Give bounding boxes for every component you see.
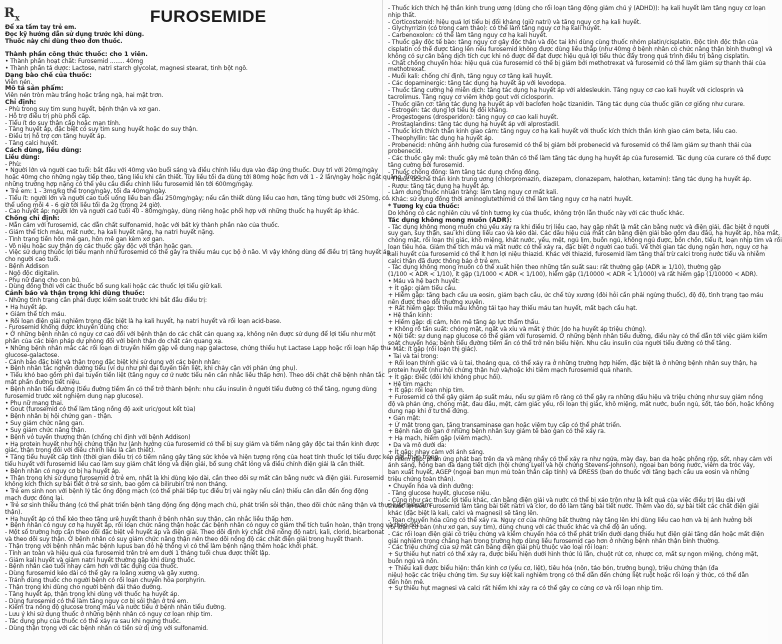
text-line: - Carbenoxolon: có thể làm tăng nguy cơ hạ kali huyết.: [388, 33, 548, 40]
text-line: • Mắt: ít gặp (rối loạn thị giác).: [388, 347, 478, 354]
text-line: • Hạ protein huyết như hội chứng thận hư (ảnh hưởng của furosemid có thể bị suy giảm và tiềm năng gây độc tai thần kinh được: [5, 441, 380, 448]
text-line: - Estrogen: tác dụng lợi tiểu bị đối kháng.: [388, 108, 508, 115]
text-line: - Tác dụng không mong muốn chủ yếu xảy ra khi điều trị liều cao, hay gặp nhất là mất cân bằng nước và điện giải, đặc biệt ở người: [388, 224, 770, 231]
text-line: • Người lớn và người cao tuổi: bắt đầu với 40mg vào buổi sáng và điều chỉnh liều dựa vào đáp ứng thuốc. Duy trì với 20mg/ngày: [5, 168, 378, 175]
text-line: - Muối kali: chống chỉ định, tăng nguy cơ tăng kali huyết.: [388, 74, 553, 81]
text-line: - Tình trạng tiền hôn mê gan, hôn mê gan kèm xơ gan.: [5, 236, 165, 243]
text-line: - Bệnh nhân cao tuổi nhạy cảm hơn với tác dụng của thuốc.: [5, 564, 179, 571]
text-line: - Các triệu chứng của sự mất cân bằng điện giải phụ thuộc vào loại rối loạn:: [388, 545, 609, 552]
text-line: - Tăng glucose huyết, glucose niệu.: [388, 490, 492, 497]
text-line: • Thận trọng khi sử dụng furosemid ở trẻ em, nhất là khi dùng kéo dài, cần theo dõi sự mất cân bằng nước và điện giải. Furosemid: [5, 475, 384, 482]
text-line: - Phù trong suy tim sung huyết, bệnh thận và xơ gan.: [5, 106, 161, 113]
text-line: - Thận trọng với bệnh nhân mắc bệnh lupus ban đỏ hệ thống vì có thể làm bệnh nặng thêm hoặc khởi phát.: [5, 543, 318, 550]
text-line: - Dùng đồng thời với các thuốc bổ sung kali hoặc các thuốc lợi tiểu giữ kali.: [5, 284, 223, 291]
text-line: thể uống mỗi 4 - 6 giờ tới liều tối đa 2g (trong 24 giờ).: [5, 202, 162, 209]
text-line: • Những bệnh nhân mắc các rối loạn di truyền hiếm gặp về dung nạp galactose, chứng thiếu hụt Lactase Lapp hoặc rối loạn hấp thu: [5, 345, 391, 352]
text-line: + Hiếm gặp: dị cảm, hôn mê tăng áp lực thẩm thấu.: [388, 320, 540, 327]
text-line: - Thuốc ức chế thần kinh trung ương (chlorpromazin, diazepam, clonazepam, halothan, ketamin): tăng tác dụng hạ huyết áp.: [388, 176, 752, 183]
text-line: + Sự thiếu hụt magnesi và calci rất hiếm khi xảy ra có thể gây co cứng cơ và rối loạn nhịp tim.: [388, 586, 663, 593]
text-line: suy gan, suy thận, sau khi dùng liều cao và kéo dài. Các dấu hiệu của mất cân bằng điện giải bao gồm đau đầu, hạ huyết áp, hoa mắt,: [388, 231, 780, 238]
text-line: - Thuốc kích thích hệ thần kinh trung ương (dùng cho rối loạn tăng động giảm chú ý (ADHD)): hạ kali huyết làm tăng nguy cơ loạn: [388, 6, 766, 12]
text-line: + Rất hiếm gặp: thiếu máu không tái tạo hay thiếu máu tan huyết, mất bạch cầu hạt.: [388, 306, 638, 313]
text-line: - Làm dung thuốc nhuận tràng: làm tăng nguy cơ mất kali.: [388, 190, 559, 197]
text-line: và theo dõi suy thận. Ở bệnh nhân có suy giảm chức năng thận nên theo dõi nồng độ các chất điện giải trong huyết thanh.: [5, 537, 364, 544]
text-line: - Hỗ trợ điều trị phù phổi cấp.: [5, 113, 91, 120]
text-line: kali huyết của furosemid có thể ít hơn lợi niệu thiazid. Khác với thiazid, furosemid làm tăng thải trừ calci trong nước tiểu và nhiễm: [388, 251, 765, 258]
text-line: - Bệnh Addison: [5, 263, 49, 270]
text-line: + Ứ mật trong gan, tăng transaminase gan hoặc viêm tụy cấp có thể phát triển.: [388, 422, 622, 429]
section-heading: Thành phần công thức thuốc: cho 1 viên.: [5, 51, 148, 59]
text-line: • Thành phần tá dược: Lactose, natri starch glycolat, magnesi stearat, tinh bột ngô.: [5, 65, 248, 72]
text-line: protein huyết (như hội chứng thận hư) và/hoặc khi tiêm mạch furosemid quá nhanh.: [388, 367, 633, 374]
text-line: • Bệnh nhân bị hội chứng gan - thận.: [5, 414, 113, 421]
text-line: • Gan mật:: [388, 415, 421, 422]
text-line: niệu) hoặc các triệu chứng tim. Sự suy kiệt kali nghiêm trọng có thể dẫn đến chứng liệt ruột hoặc rối loạn ý thức, có thể dẫn: [388, 572, 749, 579]
text-line: + Thiếu kali được biểu hiện: thần kinh cơ (yếu cơ, liệt), tiêu hóa (nôn, táo bón, trướng bụng), triệu chứng thận (đa: [388, 565, 719, 572]
text-line: Do không có các nghiên cứu về tính tương kỵ của thuốc, không trộn lẫn thuốc này với các thuốc khác.: [388, 210, 685, 217]
text-line: - Ngộ độc digitalin.: [5, 270, 60, 277]
text-line: glucose-galactose.: [5, 352, 60, 359]
text-line: - Một số trường hợp cần theo dõi đặc biệt về huyết áp và điện giải. Theo dõi định kỳ chặt chẽ nồng độ natri, kali, clorid, bicarbonat: [5, 530, 385, 537]
text-line: - Thuốc giãn cơ: tăng tác dụng hạ huyết áp với baclofen hoặc tizanidin. Tăng tác dụng của thuốc giãn cơ giống như curare.: [388, 101, 745, 108]
text-line: - Cao huyết áp: người lớn và người cao tuổi 40 - 80mg/ngày, dùng riêng hoặc phối hợp với những thuốc hạ huyết áp khác.: [5, 209, 359, 216]
text-line: • Da và mô dưới da:: [388, 443, 447, 449]
text-line: - Dùng furosemid kéo dài có thể gây ra loãng xương và gãy xương.: [5, 571, 200, 578]
text-line: - Chất chống chuyển hóa: hiệu quả của furosemid có thể bị giảm bởi methotrexat và furosemid có thể làm giảm sự thanh thải của: [388, 60, 766, 67]
text-line: • Tiểu khó bao gồm phì đại tuyến tiền liệt (tăng nguy cơ ứ nước tiểu nên cần nhắc liều thấp hơn). Theo dõi chặt chẽ bệnh nhân tắc: [5, 373, 385, 380]
text-line: • Tai và tai trong:: [388, 354, 439, 361]
text-line: - Furosemid không được khuyến dùng cho:: [5, 325, 129, 332]
text-line: - Probenecid: những ảnh hưởng của furosemid có thể bị giảm bởi probenecid và furosemid có thể làm giảm sự thanh thải của: [388, 142, 752, 149]
text-line: - Phụ nữ đang cho con bú.: [5, 277, 81, 284]
text-line: + Hiếm gặp: phản ứng phát ban trên da và màng nhầy có thể xảy ra như ngứa, mày đay, ban da hoặc phồng rộp, sốt, nhạy cảm với: [388, 456, 773, 463]
section-heading: Chỉ định:: [5, 99, 37, 107]
text-line: calci thận đã được thông báo ở trẻ em.: [388, 258, 501, 265]
text-line: - Thuốc kích thích thần kinh giao cảm: tăng nguy cơ hạ kali huyết với thuốc kích thích thần kinh giao cảm beta, liều cao.: [388, 128, 738, 135]
text-line: - Tác dụng phụ của thuốc có thể xảy ra sau khi ngưng thuốc.: [5, 619, 181, 626]
text-line: • Bệnh nhân có nguy cơ bị hạ huyết áp.: [5, 468, 121, 475]
text-line: không kích thích sự bài tiết ở trẻ sơ sinh, bao gồm cả bilirubin trẻ non tháng.: [5, 482, 228, 489]
text-line: • Hạ huyết áp.: [5, 304, 48, 311]
text-line: không có sự cân bằng dịch tích cực khi nó được để đạt được hiệu quả lợi tiểu thúc đẩy trong quá trình điều trị bằng cisplatin.: [388, 53, 750, 60]
section-heading: Tác dụng không mong muốn (ADR):: [388, 216, 512, 224]
rx-symbol: $R_x$: [4, 6, 20, 23]
right-column: [385, 0, 782, 644]
text-line: + Ít gặp: rối loạn nhịp tim.: [388, 388, 465, 395]
text-line: - Điều trị hỗ trợ cơn tăng huyết áp.: [5, 134, 106, 141]
text-line: triệu chứng toàn thân).: [388, 477, 456, 484]
text-line: - Vô niệu hoặc suy thận do các thuốc gây độc với thận hoặc gan.: [5, 243, 193, 250]
text-line: hoặc 40mg cho những ngày tiếp theo, tăng liều khi cần thiết. Tùy liều tối đa dùng tới 80mg hoặc hơn với 1 - 2 lần/ngày hoặc ngắt quãng. Trong: [5, 175, 421, 182]
text-line: - Dùng thận trọng với các bệnh nhân có tiền sử dị ứng với sulfonamid.: [5, 625, 208, 632]
text-line: - Toan chuyển hóa cũng có thể xảy ra. Nguy cơ của những bất thường này tăng lên khi dùng liều cao hơn và bị ảnh hưởng bởi: [388, 518, 753, 525]
section-heading: Dạng bào chế của thuốc:: [5, 71, 92, 79]
text-line: - Những tình trạng cần phải được kiểm soát trước khi bắt đầu điều trị:: [5, 298, 207, 305]
text-line: probenecid.: [388, 149, 423, 156]
text-line: - Các thuốc gây mê: thuốc gây mê toàn thân có thể làm tăng tác dụng hạ huyết áp của furosemid. Tác dụng của curare có thể được: [388, 156, 771, 163]
text-line: - Lưu ý khi sử dụng thuốc ở những bệnh nhân có nguy cơ loạn nhịp tim.: [5, 612, 213, 619]
text-line: - Prostaglandins: tăng tác dụng hạ huyết áp với alprostadil.: [388, 122, 560, 129]
text-line: Viên nén.: [5, 79, 33, 86]
text-line: Đọc kỹ hướng dẫn sử dụng trước khi dùng.: [5, 31, 145, 38]
text-line: • Bệnh nhân tiểu đường (tiểu đường tiềm ẩn có thể trở thành bệnh: nhu cầu insulin ở người tiểu đường có thể tăng, ngưng dùng: [5, 386, 377, 393]
text-line: + Hiếm gặp: tăng bạch cầu ưa eosin, giảm bạch cầu, ức chế tủy xương (đòi hỏi cần phải ngừng thuốc), độ độ, tình trạng tạo máu: [388, 292, 764, 299]
text-line: ánh sáng, hồng ban đa dạng tiết dịch (hội chứng Lyell và hội chứng Stevens-Johnson), ngoại ban bóng nước, viêm da tróc vảy,: [388, 463, 755, 470]
text-line: - Kiểm tra nồng độ glucose trong máu và nước tiểu ở bệnh nhân tiểu đường.: [5, 605, 227, 612]
text-line: những trường hợp nặng có thể yêu cầu điều chỉnh liều furosemid lên tới 600mg/ngày.: [5, 182, 253, 189]
text-line: + Ít gặp: giảm tiểu cầu.: [388, 285, 457, 292]
text-line: • Nội tiết: sự dung nạp glucose có thể giảm với furosemid. Ở những bệnh nhân tiểu đường, điều này có thể dẫn tới việc giảm kiểm: [388, 333, 768, 340]
text-line: - Tác dụng không mong muốn có thể xuất hiện theo những tần suất sau: rất thường gặp (ADR ≥ 1/10), thường gặp: [388, 265, 721, 272]
text-line: • Bệnh nhân có nguy cơ hạ huyết áp, rối loạn chức năng thận hoặc các bệnh nhân có nguy cơ giảm thể tích tuần hoàn, thận trọng và theo dõi.: [5, 523, 420, 530]
text-line: - Khác: sử dụng đồng thời aminoglutethimid có thể làm tăng nguy cơ hạ natri huyết.: [388, 197, 633, 204]
text-line: - Rượu: tăng tác dụng hạ huyết áp.: [388, 183, 490, 190]
text-line: - Theophyllin: tác dụng hạ huyết áp.: [388, 135, 494, 142]
text-line: + Ít gặp: Điếc (đôi khi không phục hồi).: [388, 374, 502, 381]
section-heading: Cách dùng, liều dùng:: [5, 146, 82, 154]
text-line: • Hệ thần kinh:: [388, 313, 433, 320]
text-line: mạch được đóng lại.: [5, 496, 64, 503]
text-line: • Trẻ em: 1 - 3mg/kg thể trọng/ngày, tối đa 40mg/ngày.: [5, 188, 167, 195]
text-line: cisplatin có thể được tăng lên nếu furosemid không được dùng liều thấp (như 40mg ở bệnh nhân có chức năng thận bình thường) và: [388, 46, 773, 53]
text-line: tiểu huyết với furosemid liều cao làm suy giảm chất lỏng và điện giải, bổ sung chất lỏng và điều chỉnh điện giải là cần thiết.: [5, 462, 365, 468]
text-line: - Tăng calci huyết.: [5, 141, 59, 148]
text-line: Viên nén tròn màu trắng hoặc trắng ngà, hai mặt trơn.: [5, 93, 164, 100]
text-line: - Các dopaminergic: tăng tác dụng hạ huyết áp với levodopa.: [388, 81, 566, 88]
text-line: • Suy giảm chức năng thận.: [5, 427, 87, 434]
text-line: • Suy giảm chức năng gan.: [5, 421, 84, 428]
text-line: - Tiểu ít do suy thận cấp hoặc mạn tính.: [5, 120, 121, 127]
text-line: - Mẫn cảm với furosemid, các dẫn chất sulfonamid, hoặc với bất kỳ thành phần nào của thuốc.: [5, 223, 280, 230]
text-line: • Rối loạn điện giải nghiêm trọng đặc biệt là hạ kali huyết, hạ natri huyết và rối loạn acid-base.: [5, 318, 282, 325]
text-line: - Các rối loạn điện giải có triệu chứng và kiềm chuyển hóa có thể phát triển dưới dạng thiếu hụt điện giải tăng dần hoặc mất điện: [388, 531, 764, 538]
text-line: - Tính an toàn và hiệu quả của furosemid trên trẻ em dưới 1 tháng tuổi chưa được thiết lập.: [5, 550, 271, 557]
text-line: • Tăng tiểu huyết cấp tính (thời gian điều trị có tiềm năng gây tăng sức khỏe và hiện tượng rộng của hoạt tính thuốc lợi tiểu được kéo dài, thận trọng: [5, 455, 439, 462]
text-line: - Thận trọng khi dùng cho người bệnh đái tháo đường.: [5, 584, 162, 591]
text-line: giải nghiêm trọng chẳng hạn trong trường hợp dùng liều furosemid cao hơn ở những bệnh nhân thận bình thường.: [388, 538, 720, 545]
text-line: • Bệnh nhân tắc nghẽn đường tiểu (ví dụ như phì đại tuyến tiền liệt, khi chảy cặn với phản ứng phụ).: [5, 366, 298, 373]
text-line: (1/100 < ADR < 1/10), ít gặp (1/1000 < ADR < 1/100), hiếm gặp (1/10000 < ADR < 1/1000) và rất hiếm gặp (1/10000 < ADR).: [388, 272, 758, 279]
text-line: tăng cường bởi furosemid.: [388, 163, 465, 170]
text-line: nên được theo dõi thường xuyên.: [388, 299, 485, 306]
text-line: • Bệnh vỏ tuyến thượng thận (chống chỉ định với bệnh Addison): [5, 434, 191, 441]
text-line: • Gout (furosemid có thể làm tăng nồng độ axit uric/gout kết tủa): [5, 407, 196, 414]
text-line: methotrexat.: [388, 67, 426, 74]
text-line: buồn ngủ và nôn.: [388, 559, 439, 566]
text-line: furosemid trước xét nghiệm dung nạp glucose).: [5, 393, 144, 400]
text-line: + Rối loạn thính giác và ù tai, thoáng qua, có thể xảy ra ở những trường hợp hiếm, đặc biệt là ở những bệnh nhân suy thận, hạ: [388, 361, 757, 368]
text-line: nhịp thất.: [388, 12, 417, 19]
text-line: - Thuốc gây độc tế bào: tăng nguy cơ gây độc thận và độc tai khi dùng cùng thuốc nhóm platin/cisplatin. Độc tính độc thận của: [388, 40, 758, 47]
text-line: đến hôn mê.: [388, 579, 425, 586]
drug-title: FUROSEMIDE: [150, 7, 267, 26]
text-line: • Ở những bệnh nhân có nguy cơ cao đối với bệnh thận do các chất cản quang xạ, không nên được sử dụng để lợi tiểu như một: [5, 332, 376, 339]
text-line: • Hạ huyết áp có thể kéo theo tăng urê huyết thanh ở bệnh nhân suy thận, cân nhắc liều thấp hơn.: [5, 516, 294, 523]
text-line: - Thuốc chống đông: làm tăng tác dụng chống đông.: [388, 169, 541, 176]
text-line: - Tránh dùng thuốc cho người bệnh có rối loạn chuyển hóa porphyrin.: [5, 578, 206, 585]
section-heading: Mô tả sản phẩm:: [5, 85, 64, 93]
text-line: • Trẻ em sinh non với bệnh lý tắc ống động mạch (có thể phải tiếp tục điều trị vài ngày nếu cần) thiếu cân dẫn đến ống động: [5, 489, 369, 496]
right-text-block: [388, 6, 782, 642]
text-line: + Bệnh não do gan ở những bệnh nhân suy giảm tế bào gan có thể xảy ra.: [388, 429, 606, 436]
text-line: • Chuyển hóa và dinh dưỡng:: [388, 483, 474, 490]
text-line: soát chuyển hóa; bệnh tiểu đường tiềm ẩn có thể trở nên biểu hiện. Nhu cầu insulin của người tiểu đường có thể tăng.: [388, 340, 732, 347]
text-line: ban xuất huyết, AGEP (ngoại ban mụn mủ toàn thân cấp tính) và DRESS (ban do thuốc với tăng bạch cầu ưa eosin và những: [388, 470, 750, 477]
text-line: - Glychyrrizin (có trong cam thảo): có thể làm tăng nguy cơ hạ kali huyết.: [388, 26, 602, 33]
text-line: - Phù:: [5, 161, 22, 168]
text-line: - Tiểu ít: người lớn và người cao tuổi uống liều ban đầu 250mg/ngày; nếu cần thiết dùng liều cao hơn, tăng từng bước với 250mg, có: [5, 195, 389, 202]
text-line: chóng mặt, rối loạn thị giác, khô miệng, khát nước, yếu, mệt, ngủ lịm, buồn ngủ, không ngủ được, bồn chồn, tiểu ít, loạn nhịp tim và rối: [388, 238, 782, 245]
text-line: + Sự thiếu hụt natri có thể xảy ra, được biểu hiện dưới hình thức lú lẫn, chuột rút cơ, nhược cơ, mất sự ngon miệng, chóng mặt,: [388, 552, 759, 559]
text-line: • Hệ tim mạch:: [388, 381, 433, 388]
text-line: - Cũng như các thuốc lợi tiểu khác, cân bằng điện giải và nước có thể bị xáo trộn như là kết quả của việc điều trị lâu dài với: [388, 497, 746, 504]
text-line: - Thuốc tăng cường hệ miễn dịch: tăng tác dụng hạ huyết áp với aldesleukin. Tăng nguy cơ cao kali huyết với ciclosprin và: [388, 87, 744, 94]
section-heading: Chống chỉ định:: [5, 215, 60, 223]
text-line: - Cảnh báo đặc biệt và thận trọng đặc biệt khi sử dụng với các bệnh nhân:: [5, 359, 221, 366]
text-line: * Tương kỵ của thuốc:: [388, 204, 460, 211]
section-heading: Cảnh báo và thận trọng khi dùng thuốc:: [5, 290, 145, 298]
text-line: • Trẻ sơ sinh thiếu tháng (có thể phát triển bệnh tăng động ống động mạch chủ, phát triển sỏi thận, theo dõi chức năng thận và thực hiện siêu âm: [5, 502, 431, 509]
text-line: độ và phản ứng, chóng mặt, đau đầu, mệt, cảm giác yếu, rối loạn thị giác, khô miệng, mất nước, buồn ngủ, sốt, táo bón, hoặc không: [388, 402, 774, 409]
text-line: - Tăng huyết áp, thận trọng khi dùng với thuốc hạ huyết áp.: [5, 591, 180, 598]
text-line: rối loạn cơ bản (như xơ gan, suy tim), dùng chung với các thuốc khác và chế độ ăn uống.: [388, 524, 647, 531]
text-line: + Hạ mạch, hiếm gặp (viêm mạch).: [388, 436, 492, 443]
text-line: - Việc sử dụng thuốc lợi tiểu mạnh như furosemid có thể gây ra thiếu máu cục bộ ở não. Vì vậy không dùng để điều trị tăng huyết áp: [5, 250, 391, 257]
text-line: Để xa tầm tay trẻ em.: [5, 25, 77, 31]
text-line: + Furosemid có thể gây giảm áp suất máu, nếu sự giảm rõ ràng có thể gây ra những dấu hiệu và triệu chứng như suy giảm nồng: [388, 395, 763, 402]
text-line: Thuốc này chỉ dùng theo đơn thuốc.: [5, 38, 123, 45]
text-line: mật phần đường tiết niệu.: [5, 380, 81, 387]
text-line: thuốc lợi tiểu. Furosemid làm tăng bài tiết natri và clor, do đó làm tăng bài tiết nước. Thêm vào đó, sự bài tiết các chất điện giải: [388, 504, 759, 511]
text-line: • Phụ nữ mang thai.: [5, 400, 64, 407]
text-line: Liều dùng:: [5, 154, 40, 161]
text-line: - Corticosteroid: hiệu quả lợi tiểu bị đối kháng (giữ natri) và tăng nguy cơ hạ kali huyết.: [388, 19, 641, 26]
text-line: phần của các biện pháp dự phòng đối với bệnh thận do chất cản quang xạ.: [5, 339, 223, 346]
text-line: - Dùng furosemid có thể làm tăng nguy cơ bị sỏi thận ở trẻ em.: [5, 598, 189, 605]
text-line: loạn tiêu hóa. Giảm thể tích máu và mất nước có thể xảy ra, đặc biệt ở người cao tuổi. Về thời gian tác dụng ngắn hơn, nguy cơ hạ: [388, 244, 768, 251]
text-line: thận).: [5, 509, 23, 516]
text-line: giác, thận trọng đối với điều chỉnh liều là cần thiết).: [5, 448, 156, 455]
text-line: + Ít gặp: nhạy cảm với ánh sáng.: [388, 449, 485, 456]
text-line: • Giảm thể tích máu.: [5, 311, 67, 318]
text-line: cho người cao tuổi.: [5, 257, 61, 264]
text-line: - Giảm kali huyết và giảm natri huyết thường gặp khi dùng thuốc.: [5, 557, 196, 564]
text-line: tacrolimus. Tăng nguy cơ viêm khớp gout với ciclosporin.: [388, 94, 554, 101]
text-line: - Progestogens (drosperidon): tăng nguy cơ cao kali huyết.: [388, 115, 559, 122]
text-line: - Giảm thể tích máu, mất nước, hạ kali huyết nặng, hạ natri huyết nặng.: [5, 229, 215, 236]
text-line: - Tăng huyết áp, đặc biệt có suy tim sung huyết hoặc do suy thận.: [5, 127, 198, 134]
text-line: khác (đặc biệt là kali, calci và magnesi) sẽ tăng lên.: [388, 511, 539, 518]
text-line: + Không rõ tần suất: chóng mặt, ngất và xỉu và mất ý thức (do hạ huyết áp triệu chứng).: [388, 326, 647, 333]
text-line: • Thành phần hoạt chất: Furosemid ........ 40mg: [5, 59, 144, 66]
text-line: • Máu và hệ bạch huyết:: [388, 279, 460, 286]
text-line: dung nạp khi ở tư thế đứng.: [388, 408, 469, 415]
